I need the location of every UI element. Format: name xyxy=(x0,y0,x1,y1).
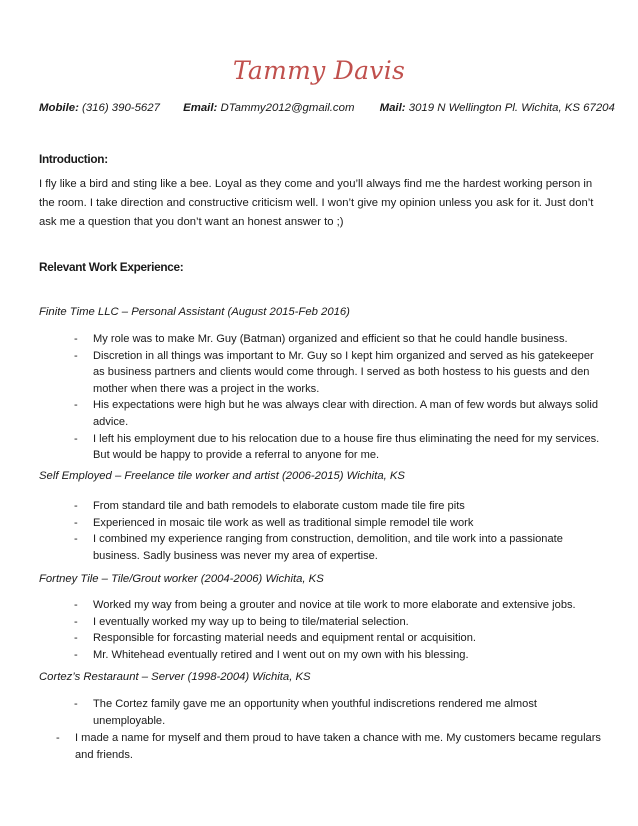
bullet-text: My role was to make Mr. Guy (Batman) organized and efficient so that he could handle business. xyxy=(93,333,568,345)
list-item: - I left his employment due to his relocation due to a house fire thus eliminating the need for my services. But would be happy to provide a referral to anyone for me. xyxy=(74,432,600,462)
applicant-name: Tammy Davis xyxy=(232,56,406,85)
bullet-text: The Cortez family gave me an opportunity when youthful indiscretions rendered me almost unemployable. xyxy=(93,698,537,727)
bullet-text: I eventually worked my way up to being to tile/material selection. xyxy=(93,615,409,628)
mail-address: 3019 N Wellington Pl. Wichita, KS 67204 xyxy=(408,102,615,114)
job-bullet-list xyxy=(56,730,604,763)
job-bullet-list xyxy=(74,597,604,663)
bullet-text: I combined my experience ranging from construction, demolition, and tile work into a passionate business. Sadly business was never my area of expertise. xyxy=(93,533,563,562)
bullet-text: Worked my way from being a grouter and novice at tile work to more elaborate and extensive jobs. xyxy=(93,599,576,611)
list-item: - Discretion in all things was important to Mr. Guy so I kept him organized and served as his gatekeeper as business partners and clients would come through. I served as both hostess to his guests and den mother when there was a project in the works. xyxy=(74,349,594,395)
bullet-text: Discretion in all things was important to Mr. Guy so I kept him organized and served as his gatekeeper as business partners and clients would come through. I served as both hostess to his guests and den mother when there was a project in the works. xyxy=(93,349,594,395)
introduction-heading: Introduction: xyxy=(39,152,108,166)
bullet-text: I left his employment due to his relocation due to a house fire thus eliminating the need for my services. But would be happy to provide a referral to anyone for me. xyxy=(93,432,600,462)
list-item: - His expectations were high but he was always clear with direction. A man of few words but always solid advice. xyxy=(74,399,599,428)
experience-heading: Relevant Work Experience: xyxy=(39,260,184,274)
list-item: - My role was to make Mr. Guy (Batman) organized and efficient so that he could handle business. xyxy=(74,333,568,345)
list-item: - I combined my experience ranging from construction, demolition, and tile work into a passionate business. Sadly business was never my area of expertise. xyxy=(74,533,563,562)
list-item: - The Cortez family gave me an opportunity when youthful indiscretions rendered me almost unemployable. xyxy=(74,698,537,727)
bullet-text: His expectations were high but he was always clear with direction. A man of few words but always solid advice. xyxy=(93,399,599,428)
list-item: - Mr. Whitehead eventually retired and I went out on my own with his blessing. xyxy=(74,648,469,661)
job-title: Finite Time LLC – Personal Assistant (August 2015-Feb 2016) xyxy=(39,306,350,318)
list-item: - Experienced in mosaic tile work as well as traditional simple remodel tile work xyxy=(74,516,474,529)
list-item: - I eventually worked my way up to being to tile/material selection. xyxy=(74,615,409,628)
list-item: - From standard tile and bath remodels to elaborate custom made tile fire pits xyxy=(74,500,465,512)
introduction-text: I fly like a bird and sting like a bee. Loyal as they come and you’ll always find me the hardest working person in the room. I take direction and constructive criticism well. I won’t give my opinion unless you ask for it. Just don’t ask me a question that you don’t want an honest answer to ;) xyxy=(39,178,594,228)
bullet-text: Responsible for forcasting material needs and equipment rental or acquisition. xyxy=(93,632,476,645)
job-bullet-list xyxy=(74,498,604,564)
email-address: DTammy2012@gmail.com xyxy=(220,102,355,114)
job-bullet-list xyxy=(74,696,604,729)
contact-line xyxy=(39,102,615,114)
list-item: - I made a name for myself and them proud to have taken a chance with me. My customers became regulars and friends. xyxy=(56,732,601,761)
job-bullet-list xyxy=(74,331,604,464)
mobile-label: Mobile: xyxy=(39,102,79,114)
job-title: Self Employed – Freelance tile worker and artist (2006-2015) Wichita, KS xyxy=(39,470,405,482)
bullet-text: Experienced in mosaic tile work as well as traditional simple remodel tile work xyxy=(93,516,474,529)
job-title: Fortney Tile – Tile/Grout worker (2004-2006) Wichita, KS xyxy=(39,573,324,585)
mail-label: Mail: xyxy=(379,102,406,114)
list-item: - Worked my way from being a grouter and novice at tile work to more elaborate and extensive jobs. xyxy=(74,599,576,611)
job-title: Cortez’s Restaraunt – Server (1998-2004) Wichita, KS xyxy=(39,671,311,683)
list-item: - Responsible for forcasting material needs and equipment rental or acquisition. xyxy=(74,632,476,645)
email-label: Email: xyxy=(183,102,218,114)
bullet-text: I made a name for myself and them proud to have taken a chance with me. My customers became regulars and friends. xyxy=(75,732,601,761)
bullet-text: From standard tile and bath remodels to elaborate custom made tile fire pits xyxy=(93,500,465,512)
mobile-number: (316) 390-5627 xyxy=(82,102,160,114)
bullet-text: Mr. Whitehead eventually retired and I went out on my own with his blessing. xyxy=(93,648,469,661)
